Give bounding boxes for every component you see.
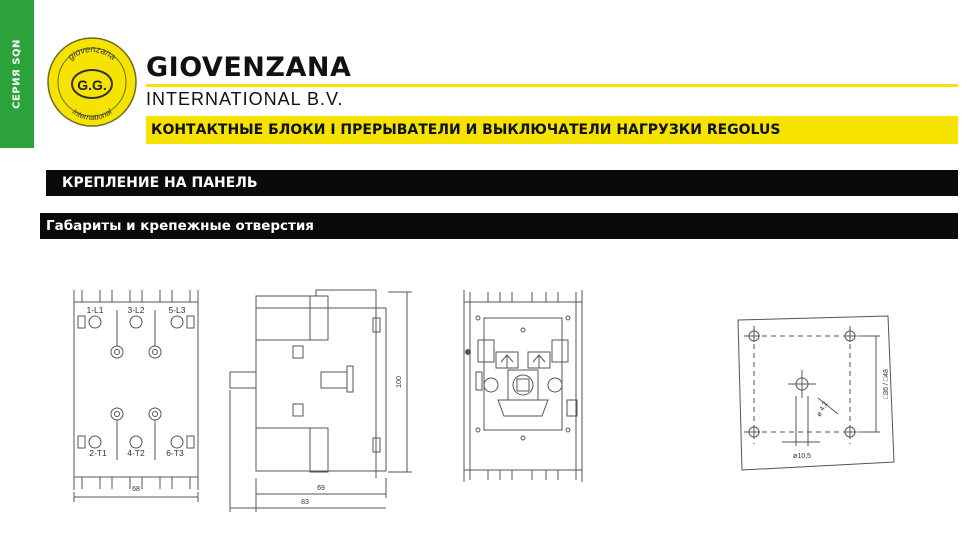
front-width-label: 68 <box>132 486 140 493</box>
mounting-spacing-label: □36 / □48 <box>883 369 890 399</box>
front-view-drawing <box>74 290 198 502</box>
back-view-drawing <box>464 290 582 482</box>
shaft-diameter-label: ø10,5 <box>793 453 811 460</box>
terminal-label-5: 5-L3 <box>168 305 186 315</box>
side-height-label: 100 <box>396 376 403 388</box>
hole-diameter-label: ø 4,2 <box>815 400 830 418</box>
subsection-title: Габариты и крепежные отверстия <box>46 218 314 234</box>
logo-center-text: G.G. <box>77 77 107 93</box>
side-view-drawing <box>230 290 412 512</box>
terminal-label-2: 2-T1 <box>89 448 107 458</box>
drilling-template-drawing <box>738 316 894 470</box>
series-label: СЕРИЯ SQN <box>11 39 23 109</box>
side-depth-label: 69 <box>317 485 325 492</box>
terminal-label-3: 3-L2 <box>127 305 145 315</box>
side-overall-label: 83 <box>301 499 309 506</box>
brand-subtitle: INTERNATIONAL B.V. <box>146 89 344 109</box>
section-title: КРЕПЛЕНИЕ НА ПАНЕЛЬ <box>62 175 258 191</box>
terminal-label-6: 6-T3 <box>166 448 184 458</box>
category-title: КОНТАКТНЫЕ БЛОКИ I ПРЕРЫВАТЕЛИ И ВЫКЛЮЧАТЕЛИ НАГРУЗКИ REGOLUS <box>151 122 781 138</box>
brand-name: GIOVENZANA <box>146 52 352 83</box>
terminal-label-4: 4-T2 <box>127 448 145 458</box>
logo-top-text: giovenzana <box>65 43 119 62</box>
logo-bottom-text: International <box>70 107 114 123</box>
terminal-label-1: 1-L1 <box>86 305 104 315</box>
